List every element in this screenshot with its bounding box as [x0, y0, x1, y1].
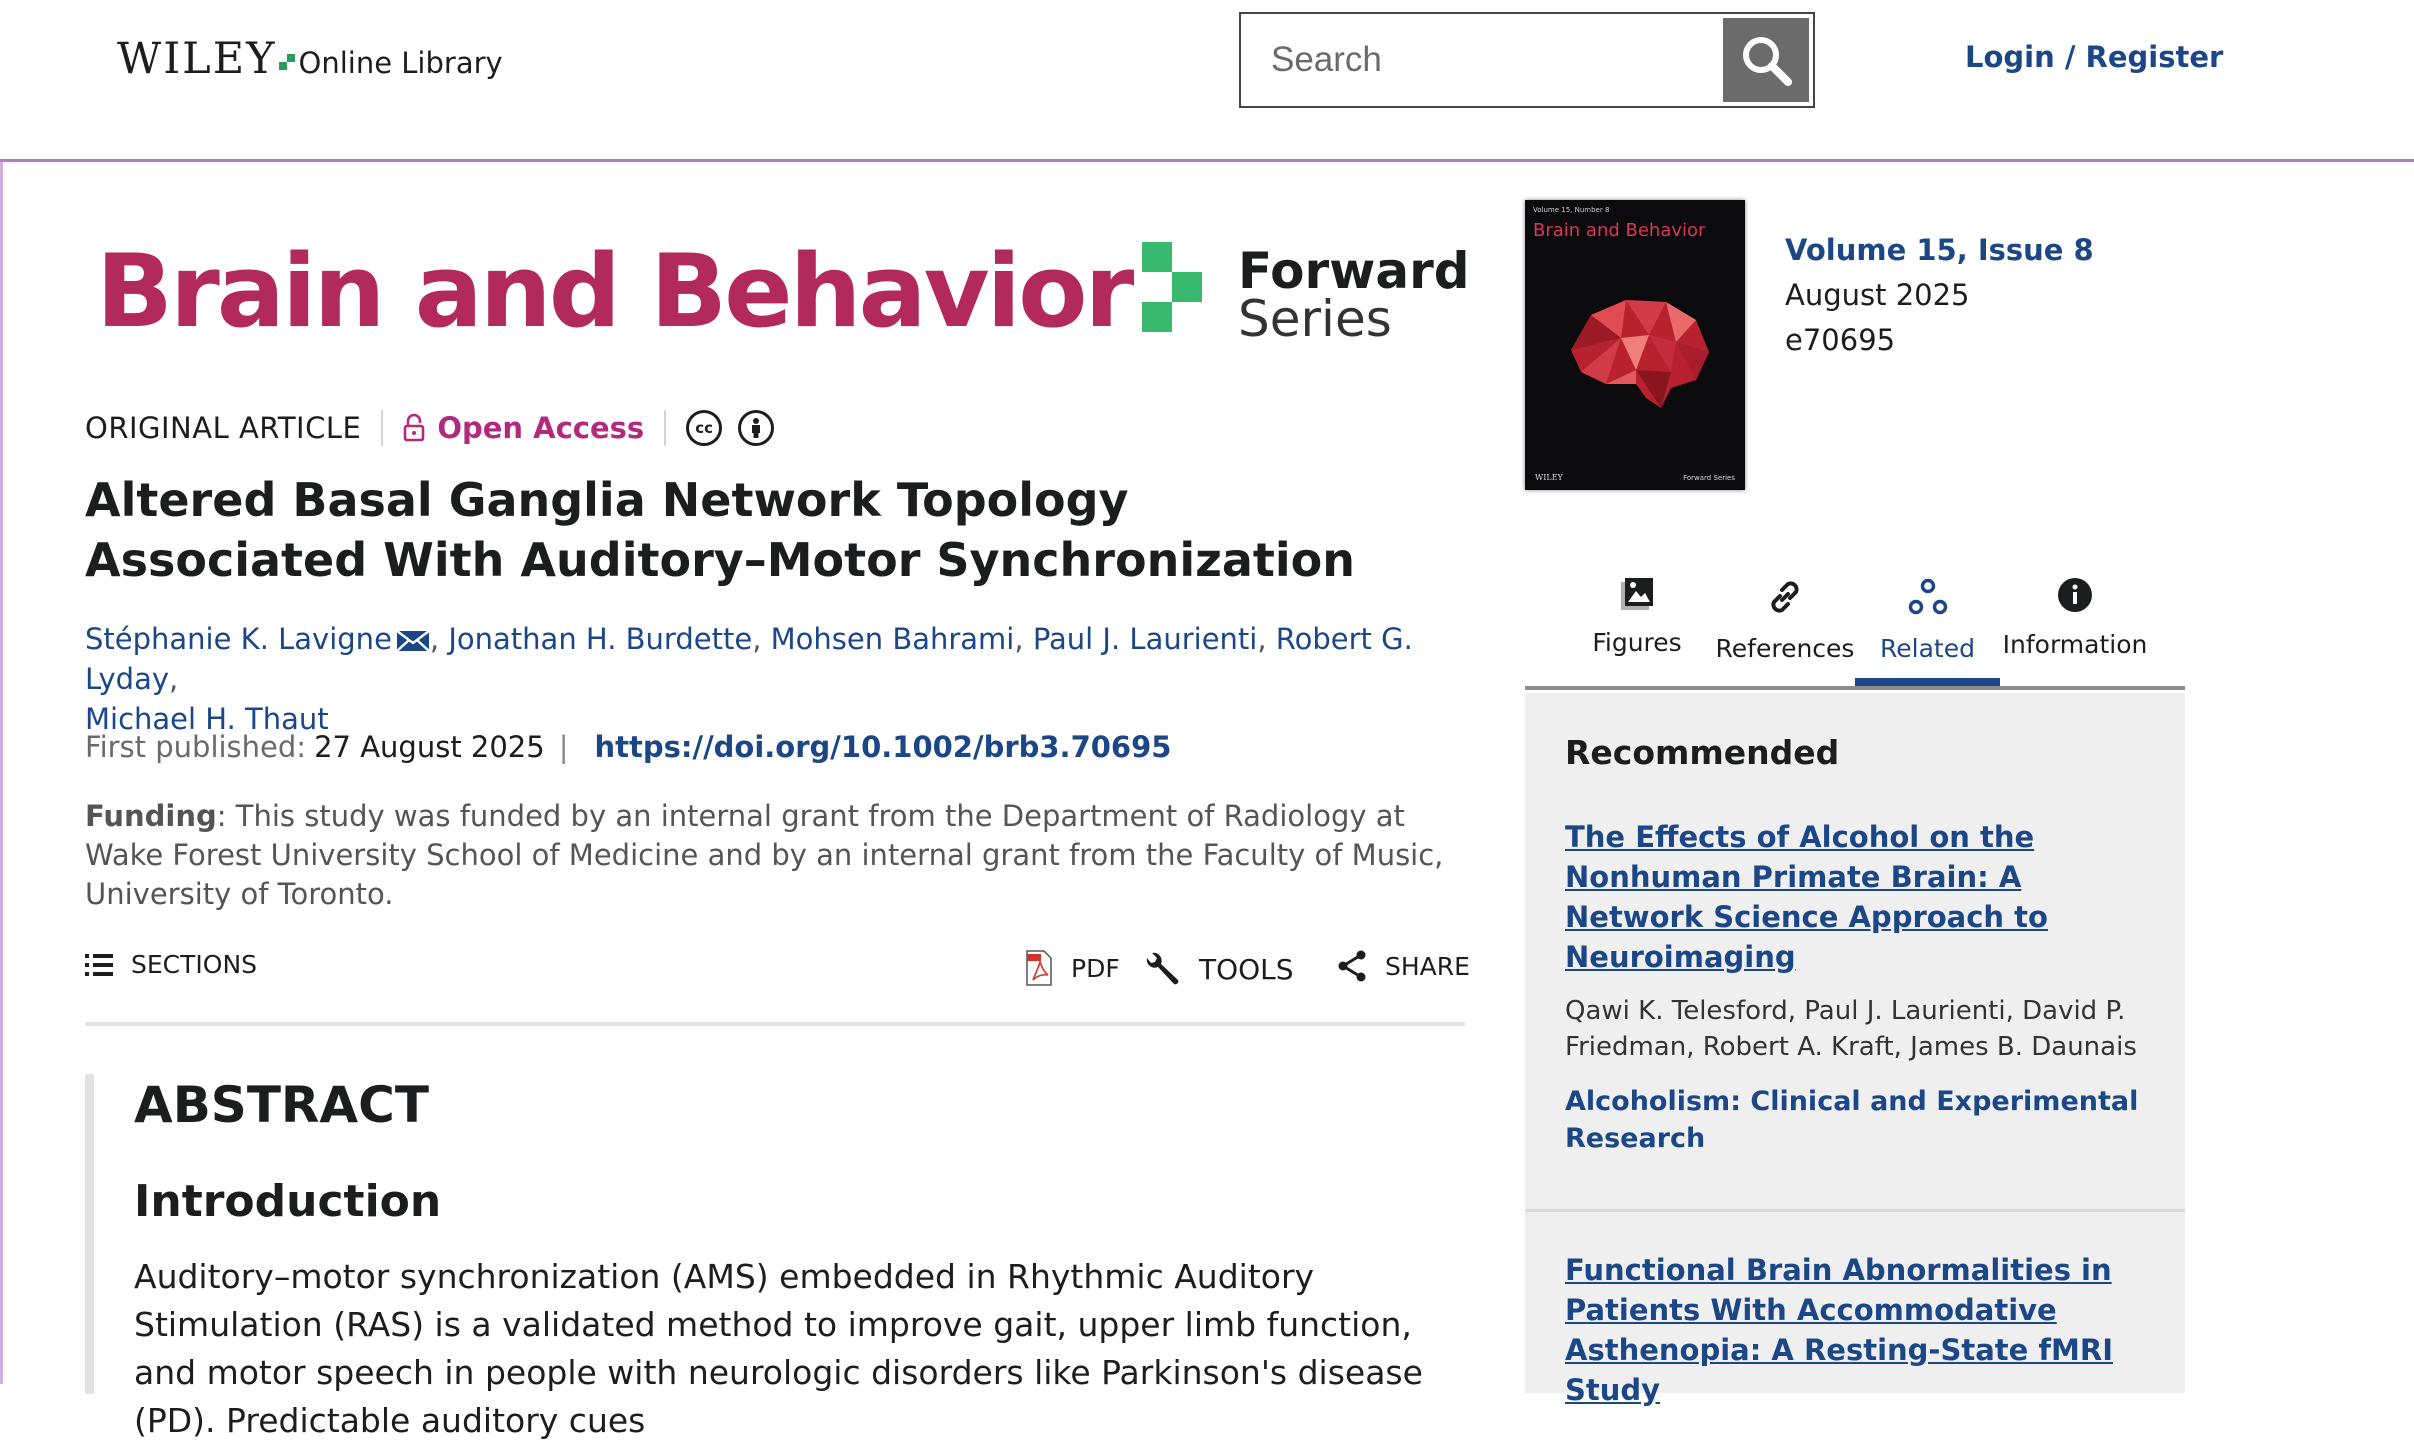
recommended-item: [1565, 1250, 2155, 1410]
logo-mark-icon: [279, 54, 295, 70]
pdf-label: PDF: [1071, 953, 1120, 983]
series-square: [1142, 242, 1172, 272]
funding-text: : This study was funded by an internal grant from the Department of Radiology at Wake Forest University School of Medicine and by an internal grant from the Faculty of Music, University of Toronto.: [85, 799, 1444, 911]
pdf-button[interactable]: [1025, 950, 1120, 986]
logo-product: Online Library: [298, 46, 503, 80]
sections-label: SECTIONS: [131, 950, 258, 979]
tools-button[interactable]: [1143, 950, 1294, 988]
abstract-text: Auditory–motor synchronization (AMS) embedded in Rhythmic Auditory Stimulation (RAS) is a validated method to improve gait, upper limb function, and motor speech in people with neurologic disorders like Parkinson's disease (PD). Predictable auditory cues: [134, 1257, 1423, 1440]
forward-series-logo: [1142, 242, 1470, 348]
search-box: [1239, 12, 1815, 108]
author-link[interactable]: Mohsen Bahrami: [770, 622, 1015, 656]
site-header: [0, 0, 2414, 162]
author-link[interactable]: Jonathan H. Burdette: [448, 622, 753, 656]
sidebar-tabs: [1525, 560, 2185, 690]
funding-label: Funding: [85, 799, 217, 833]
series-square: [1172, 272, 1202, 302]
author-link[interactable]: Paul J. Laurienti: [1032, 622, 1258, 656]
issue-date: August 2025: [1785, 278, 1970, 312]
divider: [381, 410, 383, 446]
recommended-authors: Qawi K. Telesford, Paul J. Laurienti, David P. Friedman, Robert A. Kraft, James B. Daunais: [1565, 996, 2137, 1062]
author-link[interactable]: Michael H. Thaut: [85, 702, 329, 736]
article-meta: [85, 410, 790, 446]
creative-commons-icon: cc: [686, 410, 722, 446]
tab-label: Figures: [1592, 628, 1682, 657]
tab-information[interactable]: [2000, 560, 2150, 686]
tab-label: Information: [2002, 630, 2148, 659]
first-published-date: 27 August 2025: [314, 730, 545, 764]
wiley-logo[interactable]: [117, 34, 503, 84]
sections-button[interactable]: [85, 950, 257, 979]
article-toolbar: [85, 944, 1470, 1026]
divider: [664, 410, 666, 446]
recommended-panel: [1525, 693, 2185, 1407]
funding-statement: [85, 797, 1445, 914]
link-icon: [1764, 576, 1806, 618]
open-access-badge: [403, 411, 644, 445]
email-icon[interactable]: [396, 629, 430, 653]
recommended-item: [1565, 817, 2155, 1157]
author-list: Stéphanie K. Lavigne , Jonathan H. Burdette, Mohsen Bahrami, Paul J. Laurienti, Robert G. Lyday, Michael H. Thaut: [85, 622, 1413, 736]
issue-info: [1785, 228, 2094, 363]
abstract-section: [85, 1074, 1465, 1440]
wrench-icon: [1143, 950, 1181, 988]
search-icon: [1739, 33, 1793, 87]
logo-brand: WILEY: [117, 34, 277, 84]
abstract-heading: ABSTRACT: [134, 1076, 429, 1134]
login-register-link[interactable]: Login / Register: [1965, 40, 2224, 74]
recommended-title-link[interactable]: The Effects of Alcohol on the Nonhuman Primate Brain: A Network Science Approach to Neuroimaging: [1565, 820, 2048, 974]
recommended-title-link[interactable]: Functional Brain Abnormalities in Patients With Accommodative Asthenopia: A Resting-State fMRI Study: [1565, 1253, 2113, 1407]
publication-info: [85, 730, 1171, 764]
tab-references[interactable]: [1715, 560, 1855, 686]
author-link[interactable]: Robert G. Lyday: [85, 622, 1413, 696]
series-line1: Forward: [1238, 242, 1470, 300]
doi-link[interactable]: https://doi.org/10.1002/brb3.70695: [594, 730, 1172, 764]
info-icon: [2056, 576, 2094, 614]
lock-open-icon: [403, 414, 425, 442]
article-type: ORIGINAL ARTICLE: [85, 411, 362, 445]
journal-title[interactable]: Brain and Behavior: [96, 232, 1132, 350]
search-button[interactable]: [1723, 18, 1809, 102]
series-line2: Series: [1238, 290, 1392, 348]
cover-series: Forward Series: [1683, 474, 1735, 482]
abstract-subheading: Introduction: [134, 1176, 442, 1227]
search-input[interactable]: [1241, 14, 1725, 106]
brain-illustration-icon: [1551, 280, 1721, 420]
page-edge-divider: [0, 162, 3, 1384]
image-icon: [1619, 576, 1655, 612]
share-label: SHARE: [1385, 951, 1470, 981]
article-title: Altered Basal Ganglia Network Topology Associated With Auditory–Motor Synchronization: [85, 473, 1356, 587]
divider: [1525, 1209, 2185, 1212]
cover-title: Brain and Behavior: [1533, 220, 1706, 241]
share-icon: [1337, 950, 1367, 982]
list-icon: [85, 953, 113, 977]
divider: |: [558, 730, 569, 764]
cover-volume: Volume 15, Number 8: [1533, 206, 1610, 214]
first-published-label: First published:: [85, 730, 307, 764]
tab-related[interactable]: [1855, 560, 2000, 686]
share-button[interactable]: [1337, 950, 1470, 982]
issue-volume-link[interactable]: Volume 15, Issue 8: [1785, 233, 2094, 267]
open-access-label: Open Access: [437, 411, 645, 445]
recommended-journal-link[interactable]: Alcoholism: Clinical and Experimental Research: [1565, 1086, 2139, 1154]
cover-publisher: WILEY: [1535, 473, 1563, 482]
tab-figures[interactable]: [1582, 560, 1692, 686]
article-id: e70695: [1785, 323, 1896, 357]
attribution-icon: [738, 410, 774, 446]
author-link[interactable]: Stéphanie K. Lavigne: [85, 622, 392, 656]
recommended-heading: Recommended: [1565, 733, 1840, 772]
tab-label: Related: [1880, 634, 1975, 663]
pdf-icon: [1025, 950, 1053, 986]
series-square: [1142, 302, 1172, 332]
journal-cover[interactable]: [1525, 200, 1745, 490]
tab-label: References: [1715, 634, 1855, 663]
related-icon: [1907, 576, 1949, 618]
license-icons[interactable]: [686, 410, 790, 446]
tools-label: TOOLS: [1199, 952, 1294, 986]
